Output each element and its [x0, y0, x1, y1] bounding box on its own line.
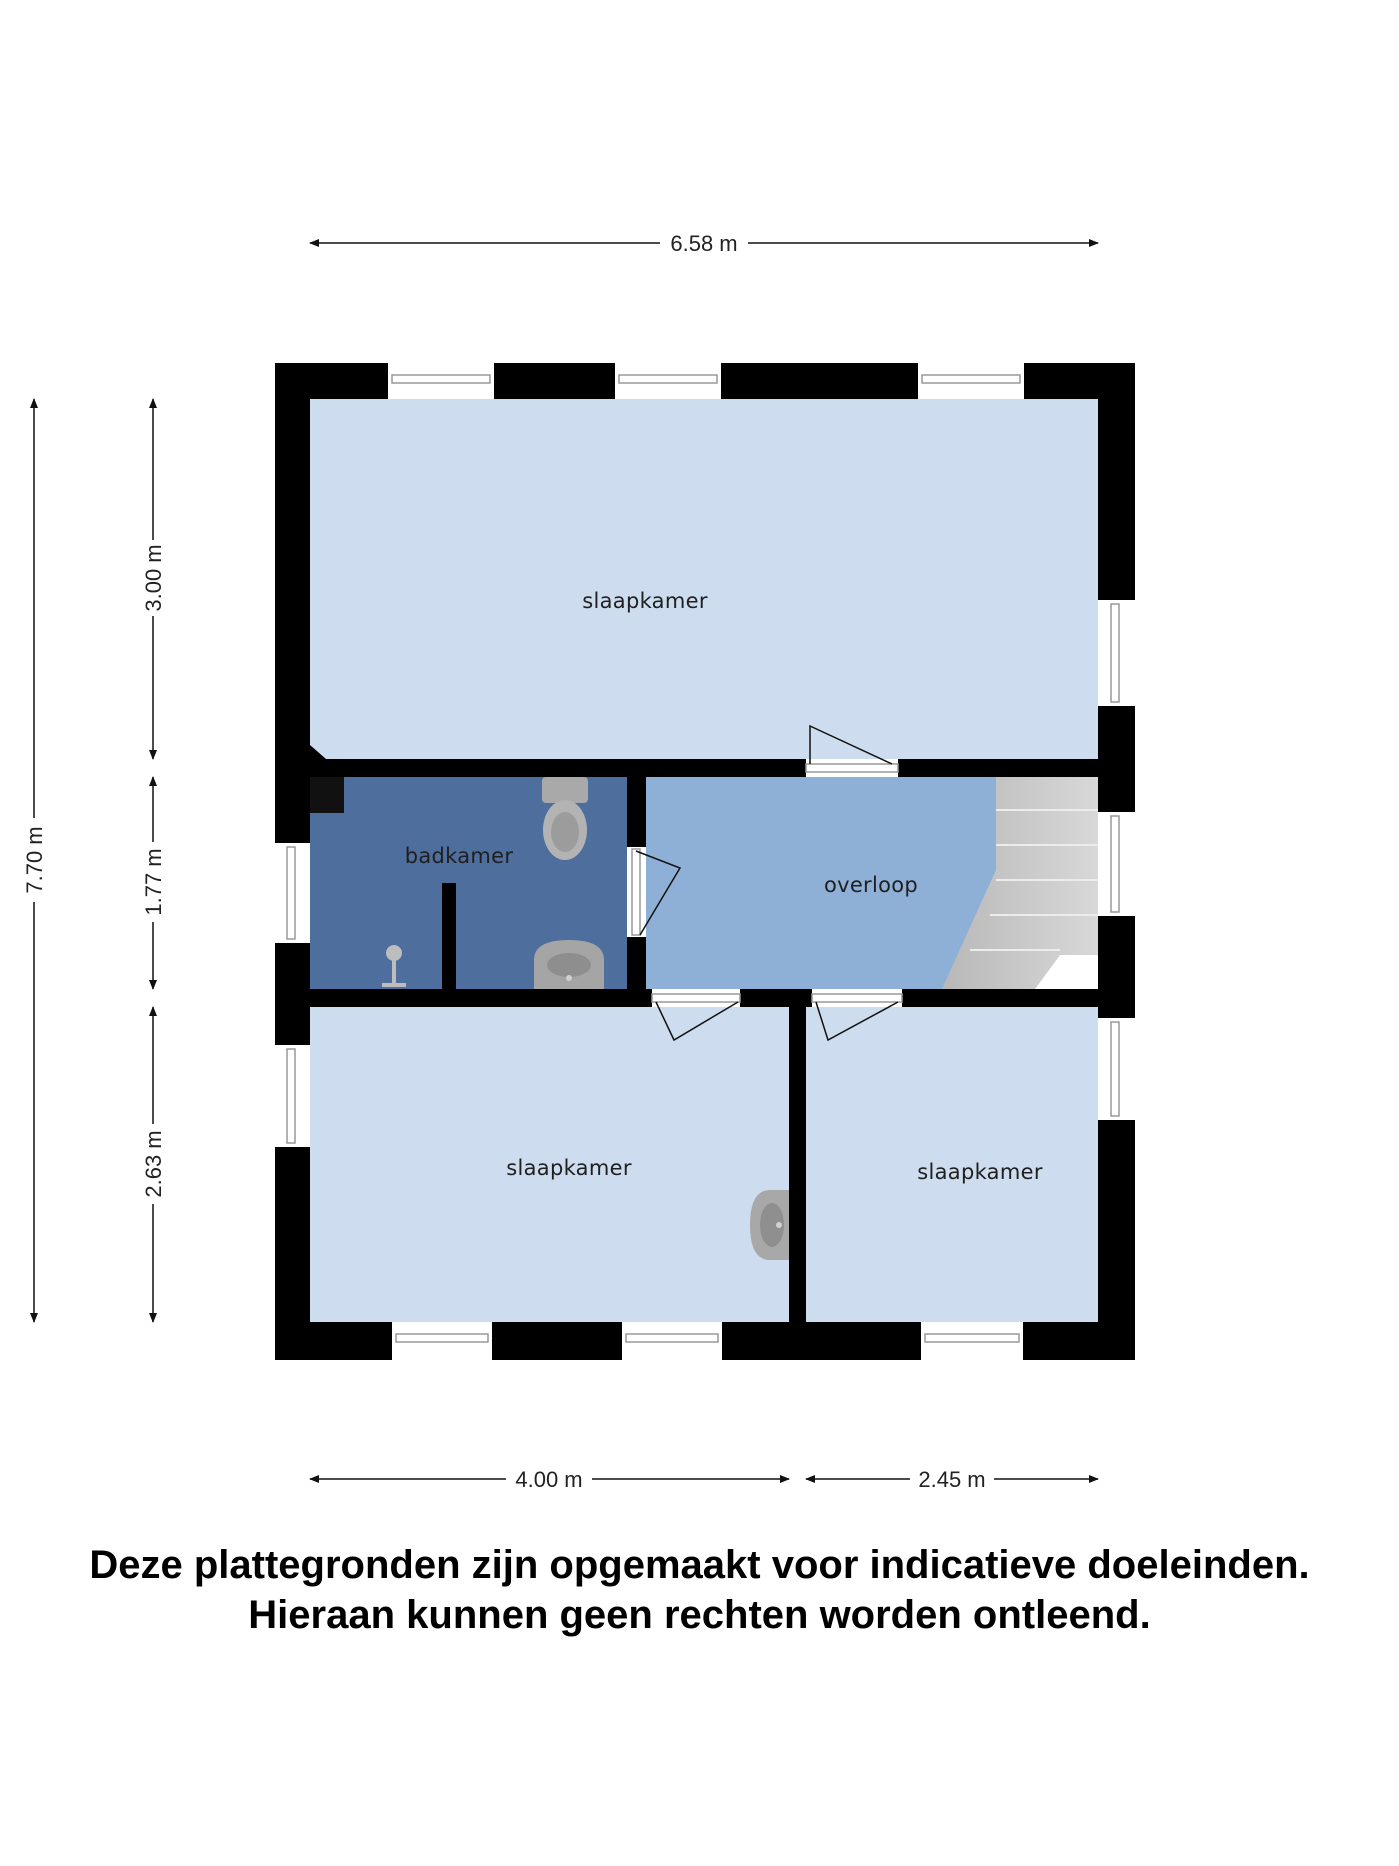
window-bottom-1 [392, 1322, 492, 1360]
dim-label-middle-section: 1.77 m [141, 848, 166, 916]
label-top-bedroom: slaapkamer [582, 589, 708, 613]
dim-label-top-width: 6.58 m [670, 231, 738, 256]
disclaimer-line-1: Deze plattegronden zijn opgemaakt voor indicatieve doeleinden. [89, 1543, 1310, 1587]
label-bathroom: badkamer [404, 844, 514, 868]
window-right-1 [1098, 600, 1135, 706]
bathroom-partition [442, 883, 456, 989]
disclaimer-line-2: Hieraan kunnen geen rechten worden ontleend. [248, 1593, 1151, 1637]
dimension-top-section-height [141, 399, 166, 759]
toilet-icon [542, 777, 588, 860]
dimension-total-height [22, 399, 47, 1322]
window-right-3 [1098, 1018, 1135, 1120]
dimension-middle-section-height [141, 777, 166, 989]
window-top-3 [918, 363, 1024, 399]
bedroom-sink-icon [750, 1190, 789, 1260]
bathroom-shaft [310, 777, 344, 813]
dimension-bottom-section-height [141, 1007, 166, 1322]
window-top-2 [615, 363, 721, 399]
dimension-top-width [310, 231, 1098, 256]
window-right-2 [1098, 812, 1135, 916]
dim-label-top-section: 3.00 m [141, 544, 166, 612]
window-left-2 [275, 1045, 310, 1147]
dimension-bottom-right-width [806, 1467, 1098, 1492]
room-top-bedroom [310, 399, 1098, 759]
label-landing: overloop [823, 873, 919, 897]
window-left-1 [275, 843, 310, 943]
dimension-bottom-left-width [310, 1467, 789, 1492]
window-bottom-3 [921, 1322, 1023, 1360]
window-top-1 [388, 363, 494, 399]
label-bottom-right-bedroom: slaapkamer [917, 1160, 1043, 1184]
dim-label-bottom-left: 4.00 m [515, 1467, 583, 1492]
dim-label-bottom-section: 2.63 m [141, 1130, 166, 1198]
label-bottom-left-bedroom: slaapkamer [506, 1156, 632, 1180]
bathroom-sink-icon [534, 940, 604, 989]
dim-label-bottom-right: 2.45 m [918, 1467, 986, 1492]
dim-label-total-height: 7.70 m [22, 826, 47, 894]
window-bottom-2 [622, 1322, 722, 1360]
